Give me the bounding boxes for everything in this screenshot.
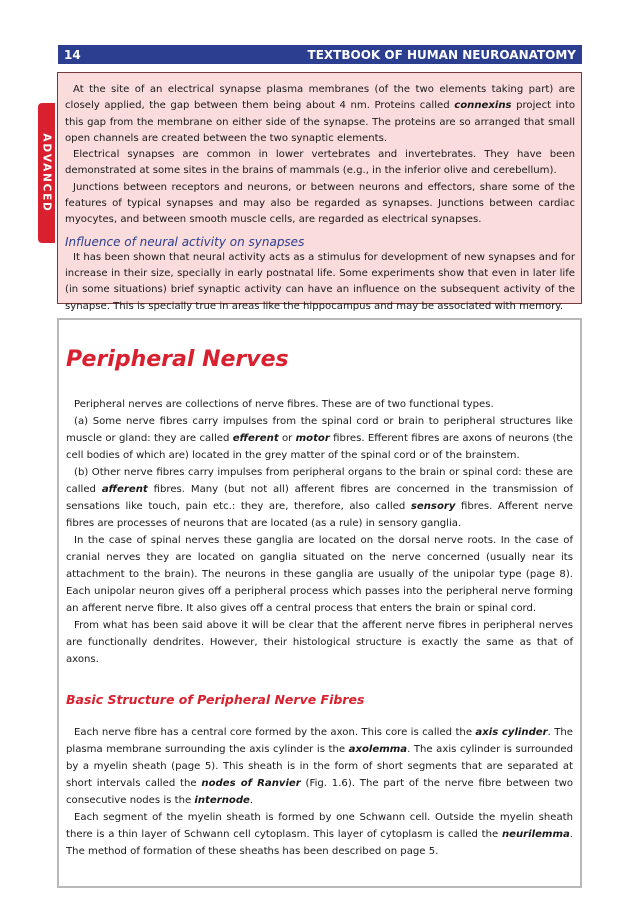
advanced-subheading: Influence of neural activity on synapses (65, 234, 305, 249)
term-motor: motor (295, 433, 330, 444)
advanced-paragraph: At the site of an electrical synapse plasma membranes (of the two elements taking part) are closely applied, the gap between them being about 4 nm. Proteins called connexins project into this gap from the membrane on either side of the synapse. The proteins are so arranged that small open channels are created between the two synaptic elements. (65, 84, 575, 144)
advanced-paragraph: It has been shown that neural activity acts as a stimulus for development of new synapses and for increase in their size, specially in early postnatal life. Some experiments show that even in later life (in some situations) brief synaptic activity can have an influence on the subsequent activity of the synapse. This is specially true in areas like the hippocampus and may be associated with memory. (65, 251, 575, 312)
body-paragraph: Each nerve fibre has a central core formed by the axon. This core is called the axis cylinder. The plasma membrane surrounding the axis cylinder is the axolemma. The axis cylinder is surrounded by a myelin sheath (page 5). This sheath is in the form of short segments that are separated at short intervals called the nodes of Ranvier (Fig. 1.6). The part of the nerve fibre between two consecutive nodes is the internode. (66, 727, 573, 806)
advanced-box (57, 72, 582, 312)
term-efferent: efferent (232, 433, 279, 444)
page-number: 14 (64, 47, 81, 62)
advanced-paragraph: Junctions between receptors and neurons, or between neurons and effectors, share some of the features of typical synapses and may also be regarded as synapses. Junctions between cardiac myocytes, and between smooth muscle cells, are regarded as electrical synapses. (65, 181, 575, 226)
body-paragraph: (a) Some nerve fibres carry impulses from the spinal cord or brain to peripheral structures like muscle or gland: they are called efferent or motor fibres. Efferent fibres are axons of neurons (the cell bodies of which are) located in the grey matter of the spinal cord or of the brainstem. (66, 416, 573, 461)
body-paragraph: From what has been said above it will be clear that the afferent nerve fibres in peripheral nerves are functionally dendrites. However, their histological structure is exactly the same as that of axons. (66, 620, 573, 665)
advanced-side-tab (38, 103, 55, 243)
term-nodes-of-ranvier: nodes of Ranvier (201, 778, 301, 789)
subsection-title: Basic Structure of Peripheral Nerve Fibres (66, 692, 365, 707)
term-axolemma: axolemma (348, 744, 408, 755)
running-header (58, 45, 582, 64)
body-paragraph: (b) Other nerve fibres carry impulses from peripheral organs to the brain or spinal cord: these are called afferent fibres. Many (but not all) afferent fibres are concerned in the transmission of sensations like touch, pain etc.: they are, therefore, also called sensory fibres. Afferent nerve fibres are processes of neurons that are located (as a rule) in sensory ganglia. (66, 467, 574, 529)
term-afferent: afferent (101, 484, 148, 495)
book-title: TEXTBOOK OF HUMAN NEUROANATOMY (307, 47, 576, 62)
body-paragraph: Peripheral nerves are collections of nerve fibres. These are of two functional types. (74, 399, 494, 410)
term-sensory: sensory (410, 501, 456, 512)
advanced-paragraph: Electrical synapses are common in lower vertebrates and invertebrates. They have been demonstrated at some sites in the brains of mammals (e.g., in the inferior olive and cerebellum). (65, 149, 575, 177)
term-connexins: connexins (454, 100, 512, 112)
main-content-box (57, 318, 582, 888)
body-paragraph: In the case of spinal nerves these ganglia are located on the dorsal nerve roots. In the case of cranial nerves they are located on ganglia situated on the nerve concerned (usually near its attachment to the brain). The neurons in these ganglia are usually of the unipolar type (page 8). Each unipolar neuron gives off a peripheral process which passes into the peripheral nerve forming an afferent nerve fibre. It also gives off a central process that enters the brain or spinal cord. (66, 535, 573, 614)
term-internode: internode (194, 795, 250, 806)
advanced-tab-label: ADVANCED (40, 133, 53, 213)
chapter-section-title: Peripheral Nerves (66, 347, 289, 372)
term-axis-cylinder: axis cylinder (475, 727, 548, 738)
term-neurilemma: neurilemma (501, 829, 570, 840)
body-paragraph: Each segment of the myelin sheath is formed by one Schwann cell. Outside the myelin sheath there is a thin layer of Schwann cell cytoplasm. This layer of cytoplasm is called the neurilemma. The method of formation of these sheaths has been described on page 5. (66, 812, 573, 857)
